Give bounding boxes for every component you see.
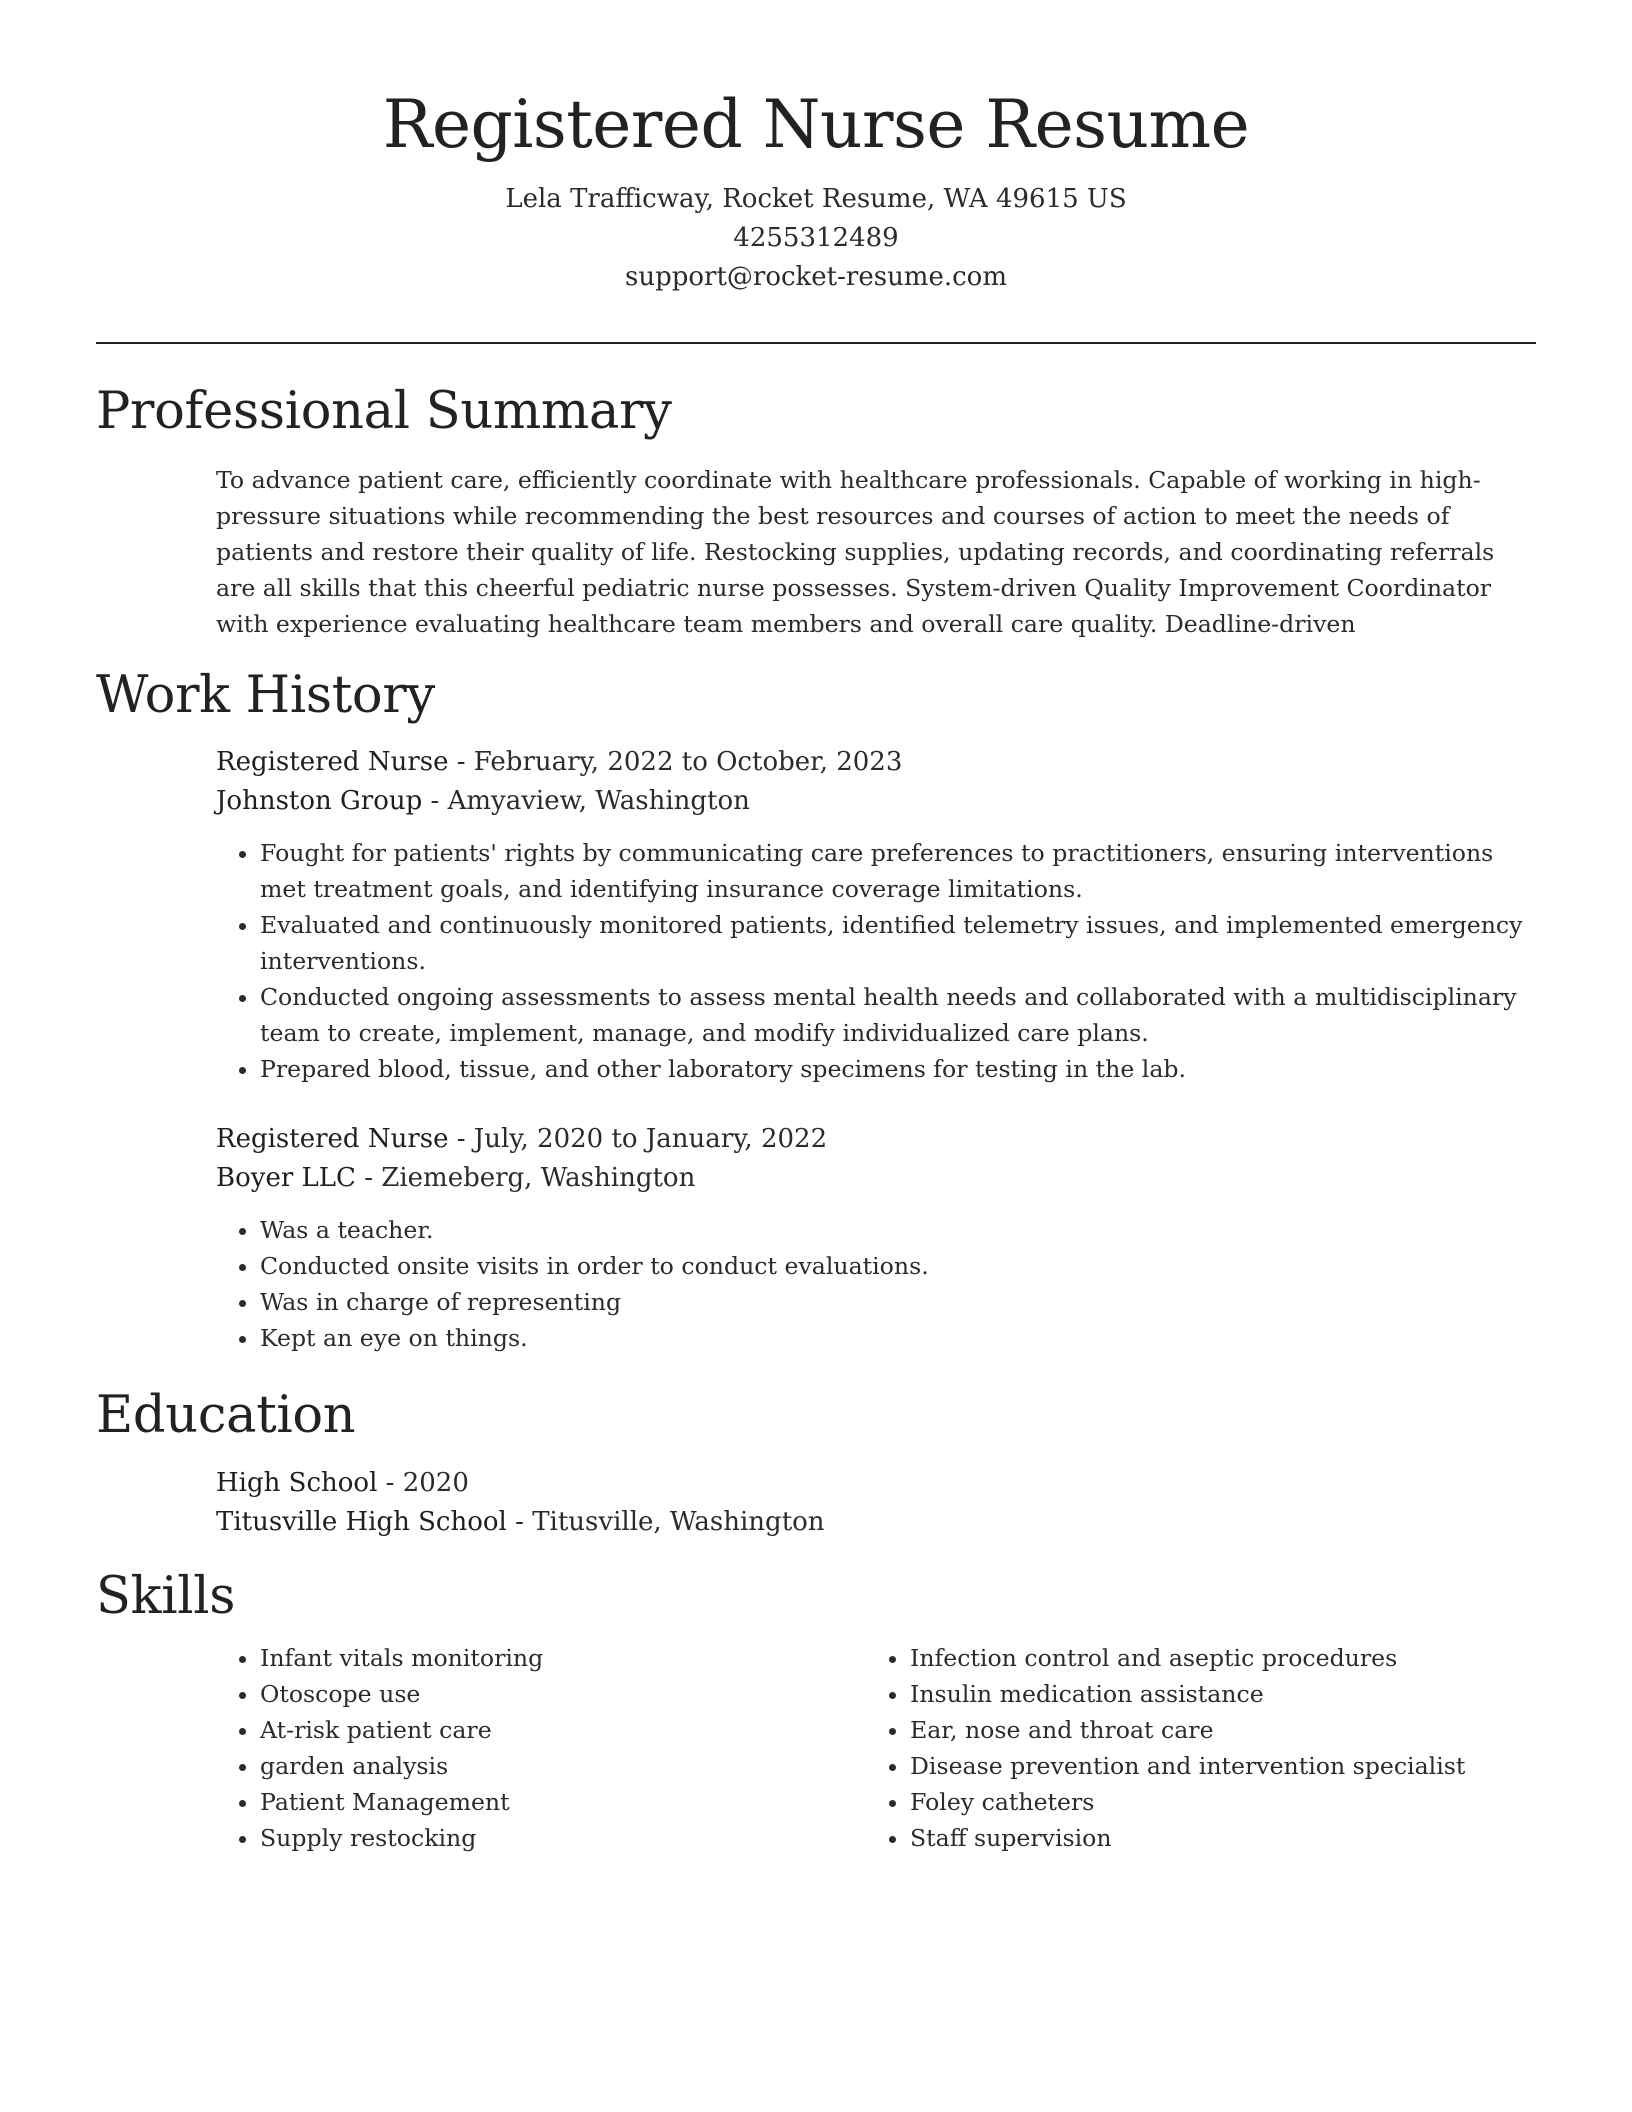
contact-phone: 4255312489	[733, 223, 899, 253]
skills-list-right	[866, 1640, 1536, 1856]
education-school: Titusville High School	[216, 1507, 507, 1537]
list-item: • Infection control and aseptic procedures	[910, 1640, 1536, 1676]
resume-header	[96, 80, 1536, 297]
list-item: • Conducted ongoing assessments to assess mental health needs and collaborated with a multidisciplinary team to create, implement, manage, and modify individualized care plans.	[260, 979, 1540, 1051]
list-item: • Kept an eye on things.	[260, 1320, 1540, 1356]
summary-text: To advance patient care, efficiently coordinate with healthcare professionals. Capable of working in high-pressure situations while recommending the best resources and courses of action to meet the needs of patients and restore their quality of life. Restocking supplies, updating records, and coordinating referrals are all skills that this cheerful pediatric nurse possesses. System-driven Quality Improvement Coordinator with experience evaluating healthcare team members and overall care quality. Deadline-driven	[216, 466, 1495, 638]
contact-email: support@rocket-resume.com	[624, 262, 1007, 292]
list-item: • Prepared blood, tissue, and other laboratory specimens for testing in the lab.	[260, 1051, 1540, 1087]
list-item: • Ear, nose and throat care	[910, 1712, 1536, 1748]
list-item: • Evaluated and continuously monitored patients, identified telemetry issues, and implemented emergency interventions.	[260, 907, 1540, 979]
job-company-line	[216, 782, 1540, 821]
job-title: Registered Nurse	[216, 747, 449, 777]
contact-address: Lela Trafficway, Rocket Resume, WA 49615 US	[505, 184, 1127, 214]
page-title: Registered Nurse Resume	[382, 86, 1250, 163]
education-degree: High School	[216, 1468, 378, 1498]
skills-heading: Skills	[96, 1567, 236, 1626]
list-item: • Insulin medication assistance	[910, 1676, 1536, 1712]
list-item: • Infant vitals monitoring	[260, 1640, 856, 1676]
job-title-line	[216, 1120, 1540, 1159]
education-degree-line	[216, 1464, 1540, 1503]
list-item: • Was a teacher.	[260, 1212, 1540, 1248]
education-school-line	[216, 1503, 1540, 1542]
job-dates: - July, 2020 to January, 2022	[448, 1124, 828, 1154]
job-entry-2	[216, 1120, 1540, 1356]
job-location: - Amyaview, Washington	[422, 786, 750, 816]
job-company: Boyer LLC	[216, 1163, 356, 1193]
education-year: - 2020	[377, 1468, 469, 1498]
list-item: • garden analysis	[260, 1748, 856, 1784]
list-item: • Patient Management	[260, 1784, 856, 1820]
list-item: • Supply restocking	[260, 1820, 856, 1856]
job-location: - Ziemeberg, Washington	[355, 1163, 696, 1193]
job-title-line	[216, 743, 1540, 782]
job-bullets	[216, 835, 1540, 1087]
education-entry	[216, 1464, 1540, 1542]
skills-column-right	[866, 1640, 1536, 1856]
job-entry-1	[216, 743, 1540, 1087]
contact-block	[96, 180, 1536, 297]
job-company: Johnston Group	[216, 786, 423, 816]
list-item: • Otoscope use	[260, 1676, 856, 1712]
list-item: • Conducted onsite visits in order to conduct evaluations.	[260, 1248, 1540, 1284]
skills-lists	[216, 1640, 1540, 1880]
education-location: - Titusville, Washington	[506, 1507, 825, 1537]
skills-column-left	[216, 1640, 856, 1856]
header-divider	[96, 342, 1536, 344]
list-item: • Disease prevention and intervention specialist	[910, 1748, 1536, 1784]
job-bullets	[216, 1212, 1540, 1356]
list-item: • At-risk patient care	[260, 1712, 856, 1748]
job-company-line	[216, 1159, 1540, 1198]
list-item: • Fought for patients' rights by communicating care preferences to practitioners, ensuring interventions met treatment goals, and identifying insurance coverage limitations.	[260, 835, 1540, 907]
list-item: • Foley catheters	[910, 1784, 1536, 1820]
work-history-heading: Work History	[96, 666, 435, 725]
list-item: • Staff supervision	[910, 1820, 1536, 1856]
job-title: Registered Nurse	[216, 1124, 449, 1154]
job-dates: - February, 2022 to October, 2023	[448, 747, 903, 777]
skills-list-left	[216, 1640, 856, 1856]
summary-heading: Professional Summary	[96, 382, 672, 441]
education-heading: Education	[96, 1386, 356, 1445]
list-item: • Was in charge of representing	[260, 1284, 1540, 1320]
